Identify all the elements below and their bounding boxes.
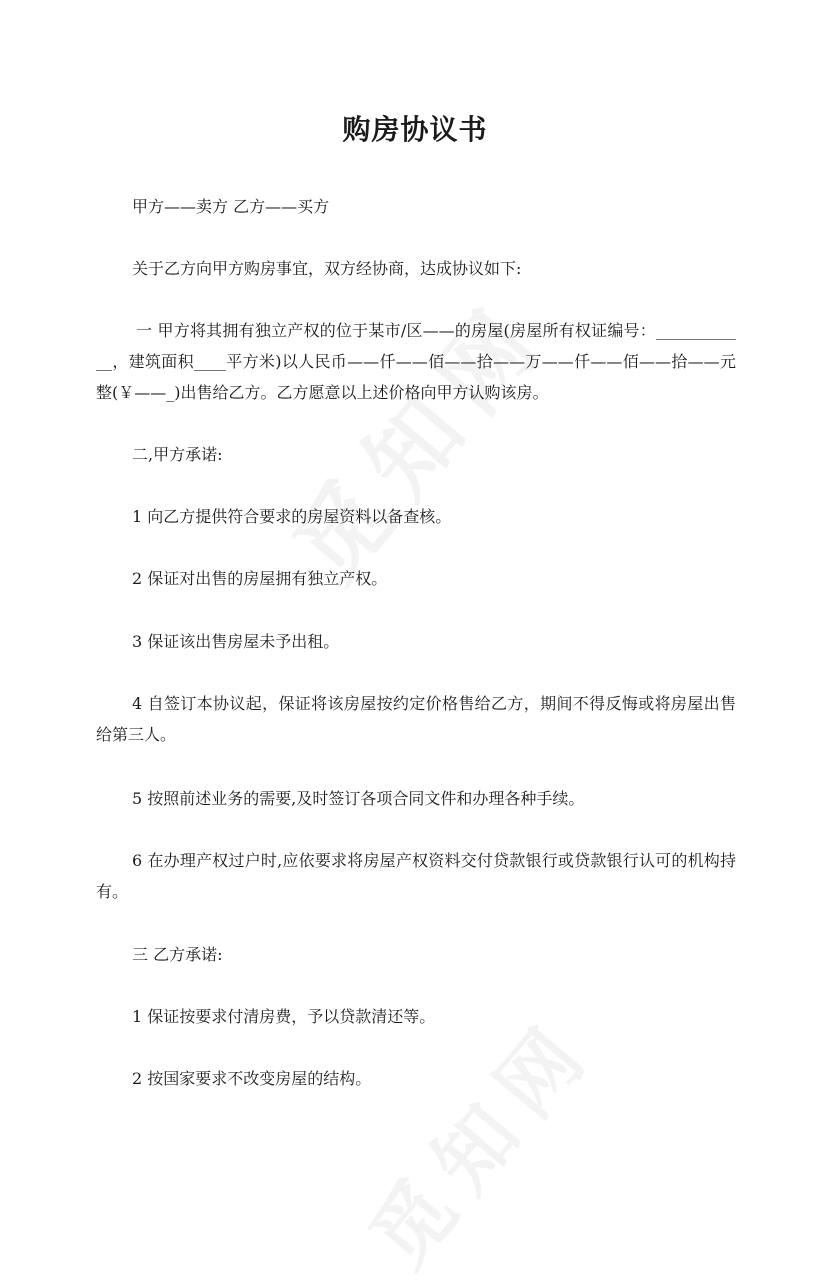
- section-3-item: 2 按国家要求不改变房屋的结构。: [132, 1069, 372, 1088]
- section-3-item: 1 保证按要求付清房费，予以贷款清还等。: [132, 1007, 436, 1026]
- watermark: [338, 988, 615, 1287]
- section-2-item: 4 自签订本协议起，保证将该房屋按约定价格售给乙方，期间不得反悔或将房屋出售给第三人。: [96, 694, 736, 744]
- section-1-paragraph: 一 甲方将其拥有独立产权的位于某市/区——的房屋(房屋所有权证编号：____________，建筑面积____平方米)以人民币——仟——佰——拾——万——仟——佰——拾——元整(￥——_)出售给乙方。乙方愿意以上述价格向甲方认购该房。: [96, 321, 736, 402]
- section-2-item: 5 按照前述业务的需要,及时签订各项合同文件和办理各种手续。: [132, 789, 585, 808]
- section-2-item: 1 向乙方提供符合要求的房屋资料以备查核。: [132, 507, 452, 526]
- section-2-item: 6 在办理产权过户时,应依要求将房屋产权资料交付贷款银行或贷款银行认可的机构持有。: [96, 851, 736, 901]
- section-2-item: 3 保证该出售房屋未予出租。: [132, 632, 340, 651]
- section-3-heading: 三 乙方承诺:: [132, 945, 223, 964]
- document-title: 购房协议书: [342, 113, 488, 146]
- section-2-heading: 二,甲方承诺:: [132, 445, 223, 464]
- intro-paragraph: 关于乙方向甲方购房事宜，双方经协商，达成协议如下:: [132, 259, 522, 278]
- section-2-item: 2 保证对出售的房屋拥有独立产权。: [132, 569, 388, 588]
- parties-line: 甲方——卖方 乙方——买方: [132, 197, 330, 216]
